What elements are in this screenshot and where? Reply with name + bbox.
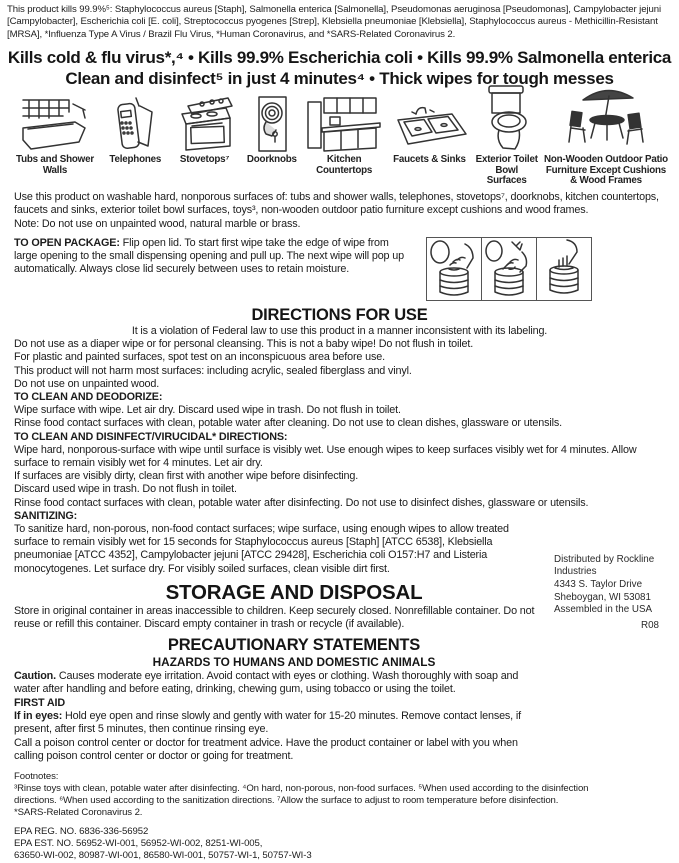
- epa-est-no: EPA EST. NO. 56952-WI-001, 56952-WI-002, 8251-WI-005,: [14, 838, 263, 850]
- surface-toilet: [475, 96, 539, 187]
- caution-label: Caution.: [14, 670, 56, 683]
- headline-line-1: Kills cold & flu virus*,⁴ • Kills 99.9% Escherichia coli • Kills 99.9% Salmonella enterica: [7, 47, 672, 67]
- directions-general: [14, 338, 665, 510]
- surface-faucets-sinks: [387, 96, 471, 166]
- directions-line: Do not use on unpainted wood.: [14, 377, 160, 390]
- surface-telephones: [104, 96, 166, 166]
- patio-furniture-icon: [563, 96, 649, 152]
- poison-control-paragraph: Call a poison control center or doctor for treatment advice. Have the product container or label with you when calling poison control center or doctor or going for treatment.: [14, 737, 518, 763]
- clean-deodorize-line: Rinse food contact surfaces with clean, potable water after cleaning. Do not use to clean dishes, glassware or utensils.: [14, 417, 562, 430]
- surface-doorknobs: [243, 96, 301, 166]
- directions-line: For plastic and painted surfaces, spot test on an inconspicuous area before use.: [14, 351, 385, 364]
- telephone-icon: [112, 96, 158, 152]
- kills-organisms-paragraph: This product kills 99.9%⁵: Staphylococcus aureus [Staph], Salmonella enterica [Salmonella], Pseudomonas aeruginosa [Pseudomonas], Campylobacter jejuni [Campylobacter], Escherichia coli [E. coli], Streptococcus pyogenes [Strep], Klebsiella pneumoniae [Klebsiella], Staphylococcus aureus - Methicillin-Resistant [MRSA], *Influenza Type A Virus / Brazil Flu Virus, *Human Coronavirus, and *SARS-Related Coronavirus 2.: [7, 4, 661, 40]
- lower-section: [14, 510, 665, 631]
- surface-label: Stovetops⁷: [179, 153, 230, 165]
- distributor-line: Distributed by Rockline Industries: [554, 553, 655, 578]
- federal-law-line: It is a violation of Federal law to use this product in a manner inconsistent with its labeling.: [131, 324, 548, 337]
- toilet-icon: [483, 96, 531, 152]
- epa-reg-no: EPA REG. NO. 6836-336-56952: [14, 825, 149, 837]
- storage-text: Store in original container in areas inaccessible to children. Keep securely closed. Nonrefillable container. Do not reuse or refill this container. Discard empty container in trash or recycle (if available).: [14, 604, 535, 630]
- distributor-line: Sheboygan, WI 53081: [554, 591, 651, 603]
- usage-paragraph: [14, 191, 665, 231]
- stove-icon: [176, 96, 234, 152]
- epa-est-no-continued: 63650-WI-002, 80987-WI-001, 86580-WI-001, 50757-WI-1, 50757-WI-3: [14, 850, 312, 862]
- surface-label: Kitchen Countertops: [316, 153, 373, 176]
- directions-line: This product will not harm most surfaces: including acrylic, sealed fiberglass and vinyl.: [14, 364, 412, 377]
- open-package-label: TO OPEN PACKAGE:: [14, 236, 120, 249]
- disinfect-line: If surfaces are visibly dirty, clean first with another wipe before disinfecting.: [14, 470, 359, 483]
- first-aid-heading: FIRST AID: [14, 696, 66, 709]
- surface-stovetops: [170, 96, 240, 166]
- open-package-illustration: [426, 237, 591, 301]
- headline: [7, 47, 672, 89]
- epa-block: [14, 826, 665, 863]
- hazards-subheading: HAZARDS TO HUMANS AND DOMESTIC ANIMALS: [152, 655, 436, 670]
- usage-text: Use this product on washable hard, nonporous surfaces of: tubs and shower walls, telephones, stovetops⁷, doorknobs, kitchen countertops, faucets and sinks, exterior toilet bowl surfaces, toys³, non-wooden outdoor patio furniture except cushions and wood frames.: [14, 191, 659, 217]
- disinfect-line: Wipe hard, nonporous-surface with wipe until surface is visibly wet. Use enough wipes to keep surfaces visibly wet for 4 minutes. Allow surface to remain visibly wet for 4 minutes. Let air dry.: [14, 443, 637, 469]
- distributor-line: Assembled in the USA: [554, 604, 653, 616]
- kitchen-countertop-icon: [306, 96, 382, 152]
- caution-text: Causes moderate eye irritation. Avoid contact with eyes or clothing. Wash thoroughly with soap and water after handling and before eating, drinking, chewing gum, using tobacco or using the toilet.: [14, 670, 519, 696]
- directions-heading: DIRECTIONS FOR USE: [251, 305, 428, 324]
- open-package-section: [14, 237, 665, 301]
- footnotes-label: Footnotes:: [14, 770, 59, 782]
- surface-label: Non-Wooden Outdoor Patio Furniture Except Cushions & Wood Frames: [543, 153, 668, 187]
- precautionary-heading: PRECAUTIONARY STATEMENTS: [167, 636, 421, 655]
- surface-label: Telephones: [109, 153, 162, 165]
- bathtub-icon: [17, 96, 93, 152]
- open-package-text: [14, 237, 414, 301]
- surface-label: Faucets & Sinks: [393, 153, 466, 165]
- distributor-line: 4343 S. Taylor Drive: [554, 578, 643, 590]
- directions-line: Do not use as a diaper wipe or for personal cleansing. This is not a baby wipe! Do not flush in toilet.: [14, 338, 474, 351]
- sanitizing-text: To sanitize hard, non-porous, non-food contact surfaces; wipe surface, using enough wipes to allow treated surface to remain visibly wet for 15 seconds for Staphylococcus aureus [Staph] [ATCC 6538], Klebsiella pneumoniae [ATCC 4352], Campylobacter jejuni [ATCC 29428], Escherichia coli O157:H7 and Listeria monocytogenes. Let surface dry. For visibly soiled surfaces, clean visible dirt first.: [14, 522, 509, 575]
- disinfect-line: Discard used wipe in trash. Do not flush in toilet.: [14, 483, 237, 496]
- sink-icon: [390, 96, 468, 152]
- usage-note: Note: Do not use on unpainted wood, natural marble or brass.: [14, 217, 301, 230]
- surface-kitchen-countertops: [304, 96, 384, 177]
- caution-paragraph: [14, 670, 536, 696]
- eyes-text: Hold eye open and rinse slowly and gently with water for 15-20 minutes. Remove contact lenses, if present, after first 5 minutes, then continue rinsing eye.: [14, 709, 521, 735]
- storage-heading: STORAGE AND DISPOSAL: [165, 580, 423, 604]
- disinfect-line: Rinse food contact surfaces with clean, potable water after disinfecting. Do not use to disinfect dishes, glassware or utensils.: [14, 496, 589, 509]
- open-package-body: Flip open lid. To start first wipe take the edge of wipe from large opening to the small dispensing opening and pull up. The next wipe will pop up automatically. Always close lid securely between uses to retain moisture.: [14, 236, 404, 276]
- sanitizing-heading: SANITIZING:: [14, 509, 78, 522]
- eyes-label: If in eyes:: [14, 709, 63, 722]
- eyes-paragraph: [14, 710, 536, 736]
- surface-tubs: [9, 96, 101, 177]
- footnotes-block: [14, 771, 665, 820]
- footnotes-text: ³Rinse toys with clean, potable water after disinfecting. ⁴On hard, non-porous, non-food surfaces. ⁵When used according to the disinfection directions. ⁶When used according to the sanitization directions. ⁷Allow the surface to adjust to room temperature before disinfection.: [14, 782, 589, 807]
- revision-code: R08: [641, 619, 659, 631]
- surface-label: Exterior Toilet Bowl Surfaces: [475, 153, 538, 187]
- headline-line-2: Clean and disinfect⁵ in just 4 minutes⁴ • Thick wipes for tough messes: [65, 68, 614, 88]
- canister-step1-icon: [426, 237, 482, 301]
- canister-step2-icon: [481, 237, 537, 301]
- footnotes-asterisk: *SARS-Related Coronavirus 2.: [14, 807, 143, 819]
- clean-deodorize-heading: TO CLEAN AND DEODORIZE:: [14, 390, 163, 403]
- clean-deodorize-line: Wipe surface with wipe. Let air dry. Discard used wipe in trash. Do not flush in toilet.: [14, 404, 401, 417]
- surface-label: Tubs and Shower Walls: [16, 153, 94, 176]
- surface-patio-furniture: [542, 96, 670, 187]
- canister-step3-icon: [536, 237, 592, 301]
- distributor-block: [554, 554, 665, 617]
- disinfect-heading: TO CLEAN AND DISINFECT/VIRUCIDAL* DIRECTIONS:: [14, 430, 288, 443]
- doorknob-icon: [252, 96, 292, 152]
- surface-icons-row: [9, 96, 670, 187]
- surface-label: Doorknobs: [246, 153, 297, 165]
